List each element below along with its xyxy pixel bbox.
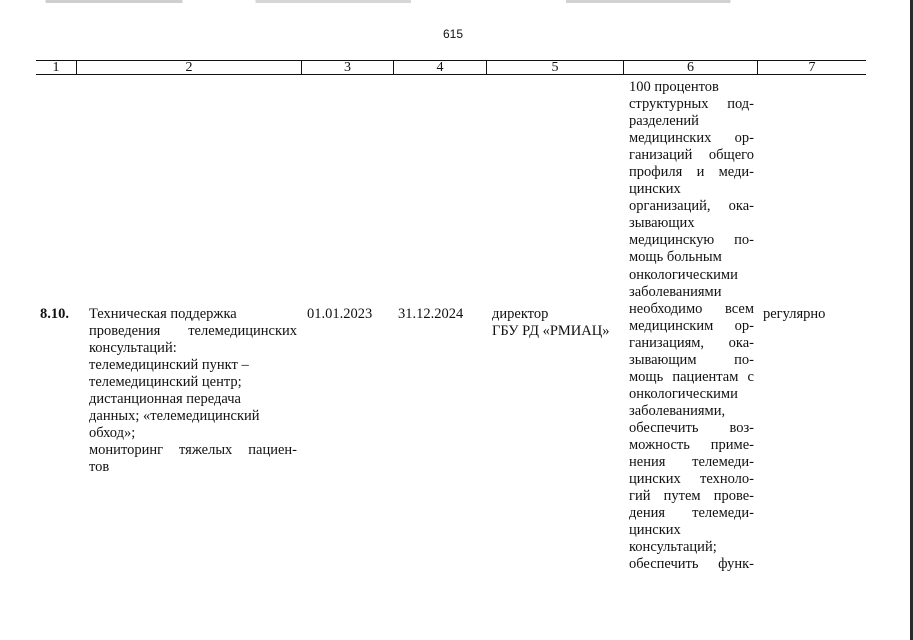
indicator-line: структурных под- bbox=[629, 96, 754, 113]
indicator-line: медицинскую по- bbox=[629, 232, 754, 249]
indicator-line: мощь пациентам с bbox=[629, 368, 754, 385]
indicator-line: цинских bbox=[629, 522, 681, 539]
indicator-line: ганизаций общего bbox=[629, 147, 754, 164]
description-line: проведения телемедицинских bbox=[89, 323, 297, 339]
row-number: 8.10. bbox=[40, 306, 69, 322]
row-description bbox=[89, 306, 297, 476]
indicator-line: обеспечить функ- bbox=[629, 556, 754, 573]
indicator-line: мощь больным bbox=[629, 249, 722, 266]
indicator-line: медицинских ор- bbox=[629, 130, 754, 147]
indicator-line: медицинским ор- bbox=[629, 317, 754, 334]
indicator-line: консультаций; bbox=[629, 539, 717, 556]
description-line: мониторинг тяжелых пациен- bbox=[89, 442, 297, 458]
indicator-line: ганизациям, ока- bbox=[629, 334, 754, 351]
indicator-line: заболеваниями, bbox=[629, 402, 726, 419]
description-line: данных; «телемедицинский bbox=[89, 408, 260, 424]
indicator-line: зывающим по- bbox=[629, 351, 754, 368]
page-number: 615 bbox=[442, 27, 464, 41]
header-col-3: 3 bbox=[301, 61, 393, 74]
header-col-7: 7 bbox=[757, 61, 866, 74]
row-responsible bbox=[492, 306, 609, 340]
description-line: телемедицинский пункт – bbox=[89, 357, 249, 373]
indicator-line: дения телемеди- bbox=[629, 505, 754, 522]
indicator-line: необходимо всем bbox=[629, 300, 754, 317]
header-col-6: 6 bbox=[623, 61, 757, 74]
indicator-line: цинских техноло- bbox=[629, 471, 754, 488]
header-col-4: 4 bbox=[393, 61, 486, 74]
scan-edge-top bbox=[0, 0, 913, 3]
header-col-5: 5 bbox=[486, 61, 623, 74]
indicator-line: обеспечить воз- bbox=[629, 419, 754, 436]
description-line: обход»; bbox=[89, 425, 136, 441]
indicator-line: онкологическими bbox=[629, 385, 738, 402]
description-line: телемедицинский центр; bbox=[89, 374, 242, 390]
indicator-line: разделений bbox=[629, 113, 699, 130]
table-header-row bbox=[36, 60, 866, 75]
description-line: дистанционная передача bbox=[89, 391, 241, 407]
indicator-line: нения телемеди- bbox=[629, 454, 754, 471]
description-line: консультаций: bbox=[89, 340, 177, 356]
indicator-line: цинских bbox=[629, 181, 681, 198]
row-indicator bbox=[629, 79, 754, 573]
responsible-line: директор bbox=[492, 306, 549, 322]
description-line: тов bbox=[89, 459, 110, 475]
indicator-line: зывающих bbox=[629, 215, 695, 232]
header-col-2: 2 bbox=[76, 61, 301, 74]
indicator-line: профиля и меди- bbox=[629, 164, 754, 181]
row-end-date: 31.12.2024 bbox=[398, 306, 464, 322]
description-line: Техническая поддержка bbox=[89, 306, 237, 322]
indicator-line: можность приме- bbox=[629, 436, 754, 453]
indicator-line: заболеваниями bbox=[629, 283, 722, 300]
row-frequency: регулярно bbox=[763, 306, 826, 322]
header-col-1: 1 bbox=[52, 60, 60, 75]
indicator-line: 100 процентов bbox=[629, 79, 719, 95]
indicator-line: онкологическими bbox=[629, 266, 738, 283]
responsible-line: ГБУ РД «РМИАЦ» bbox=[492, 323, 610, 339]
indicator-line: организаций, ока- bbox=[629, 198, 754, 215]
indicator-line: гий путем прове- bbox=[629, 488, 754, 505]
row-start-date: 01.01.2023 bbox=[307, 306, 373, 322]
